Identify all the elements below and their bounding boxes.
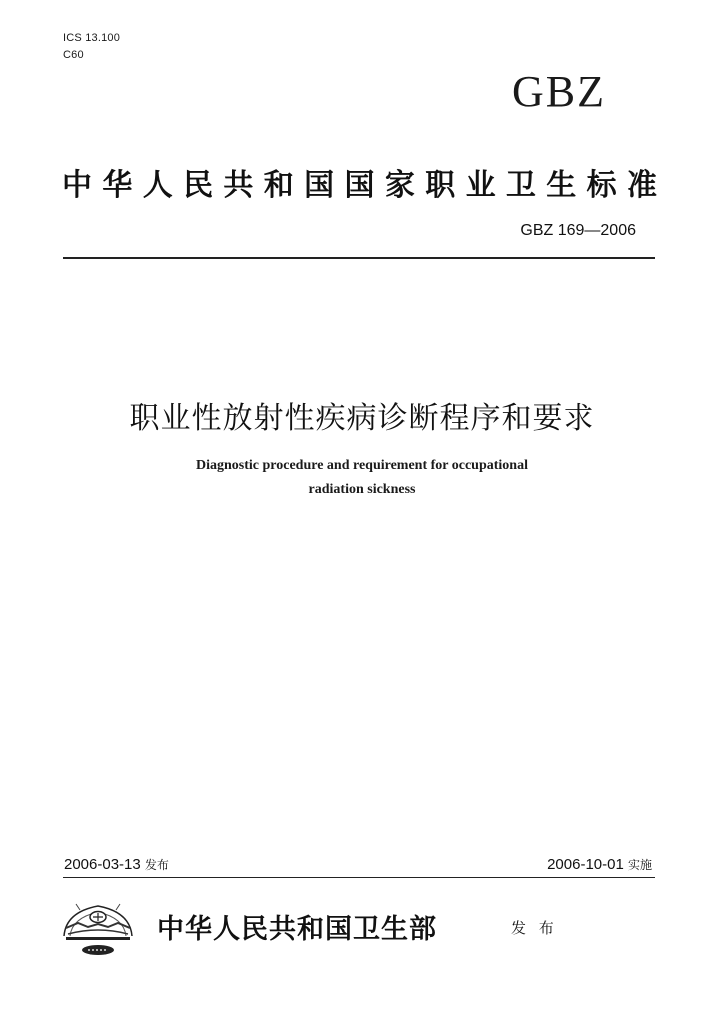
issue-label: 发布 [144,858,169,872]
issue-date: 2006-03-13 [64,856,141,873]
top-divider [63,257,655,259]
implementation-date-block [547,856,652,873]
publisher-name: 中华人民共和国卫生部 [157,914,437,945]
ics-code: ICS 13.100 [63,32,121,44]
publisher-emblem-icon [56,896,140,960]
issue-date-block [64,856,169,873]
implementation-label: 实施 [627,858,652,872]
classification-code: C60 [63,49,84,61]
document-title-english-line1: Diagnostic procedure and requirement for occupational [196,458,528,473]
standard-type-heading: 中华人民共和国国家职业卫生标准 [62,168,658,203]
document-title-english-line2: radiation sickness [308,482,416,497]
bottom-divider [63,877,655,878]
standard-mark: GBZ [512,67,606,116]
document-title-chinese: 职业性放射性疾病诊断程序和要求 [129,401,595,436]
implementation-date: 2006-10-01 [547,856,624,873]
publish-label: 发 布 [511,919,558,937]
standard-number: GBZ 169—2006 [520,222,636,239]
